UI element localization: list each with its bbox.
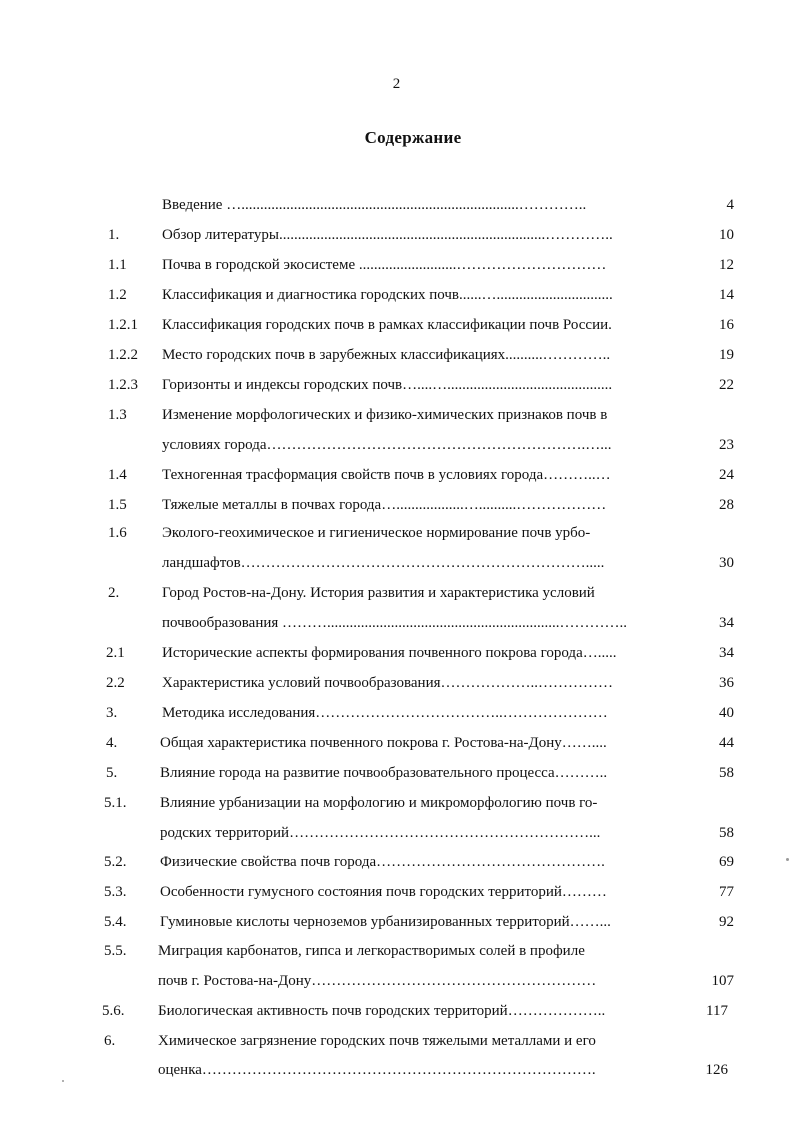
toc-entry-number: 2.1: [106, 645, 125, 661]
toc-entry-text: почв г. Ростова-на-Дону…………………………………………………: [158, 973, 597, 989]
toc-entry-number: 1.4: [108, 467, 127, 483]
toc-entry-text: родских территорий……………………………………………………...: [160, 825, 601, 841]
toc-entry-page: 36: [719, 675, 734, 691]
toc-entry-page: 44: [719, 735, 734, 751]
toc-entry-text: Характеристика условий почвообразования………………..……………: [162, 675, 614, 691]
toc-entry-text: Биологическая активность почв городских территорий………………..: [158, 1003, 606, 1019]
toc-entry-number: 5.1.: [104, 795, 127, 811]
scan-speck: [786, 858, 789, 861]
toc-entry-page: 117: [706, 1003, 728, 1019]
toc-entry-number: 2.: [108, 585, 120, 601]
toc-entry-text: Классификация и диагностика городских почв......…...............................: [162, 287, 613, 303]
toc-entry-number: 1.2.1: [108, 317, 138, 333]
toc-entry-number: 5.6.: [102, 1003, 125, 1019]
toc-entry-text: ландшафтов…………………………………………………………….....: [162, 555, 605, 571]
toc-entry-number: 5.4.: [104, 914, 127, 930]
toc-entry-number: 1.2.3: [108, 377, 138, 393]
toc-entry-text: Обзор литературы.......................................................................…………..: [162, 227, 613, 243]
toc-entry-number: 2.2: [106, 675, 125, 691]
toc-entry-page: 4: [726, 197, 734, 213]
toc-entry-text: Введение …..........................................................................…………..: [162, 197, 587, 213]
page-title: Содержание: [364, 128, 462, 147]
toc-entry-number: 1.6: [108, 525, 127, 541]
toc-entry-number: 1.: [108, 227, 120, 243]
toc-entry-page: 34: [719, 615, 734, 631]
toc-entry-text: Методика исследования………………………………..…………………: [162, 705, 608, 721]
toc-entry-number: 6.: [104, 1033, 116, 1049]
toc-entry-text: Физические свойства почв города……………………………………….: [160, 854, 605, 870]
toc-entry-text: Тяжелые металлы в почвах города…..................…..........………………: [162, 497, 607, 513]
toc-entry-page: 58: [719, 765, 734, 781]
toc-entry-page: 28: [719, 497, 734, 513]
toc-entry-text: Место городских почв в зарубежных классификациях..........…………..: [162, 347, 611, 363]
toc-entry-number: 5.2.: [104, 854, 127, 870]
toc-entry-page: 92: [719, 914, 734, 930]
page-number: 2: [392, 76, 401, 92]
toc-entry-text: Химическое загрязнение городских почв тяжелыми металлами и его: [158, 1033, 596, 1049]
toc-entry-number: 1.2: [108, 287, 127, 303]
toc-entry-page: 40: [719, 705, 734, 721]
toc-entry-page: 30: [719, 555, 734, 571]
toc-entry-text: Особенности гумусного состояния почв городских территорий………: [160, 884, 607, 900]
toc-entry-page: 107: [711, 973, 734, 989]
toc-entry-text: Влияние города на развитие почвообразовательного процесса………..: [160, 765, 608, 781]
toc-entry-text: Почва в городской экосистеме ..........................…………………………: [162, 257, 607, 273]
toc-entry-page: 58: [719, 825, 734, 841]
toc-entry-text: Горизонты и индексы городских почв…....…............................................: [162, 377, 613, 393]
toc-entry-number: 3.: [106, 705, 118, 721]
toc-entry-page: 14: [719, 287, 734, 303]
toc-entry-text: Изменение морфологических и физико-химических признаков почв в: [162, 407, 608, 423]
toc-entry-text: Техногенная трасформация свойств почв в условиях города………..…: [162, 467, 611, 483]
toc-entry-page: 69: [719, 854, 734, 870]
toc-entry-text: условиях города……………………………………………………….…...: [162, 437, 612, 453]
toc-entry-text: Миграция карбонатов, гипса и легкорастворимых солей в профиле: [158, 943, 585, 959]
toc-entry-text: Исторические аспекты формирования почвенного покрова города….....: [162, 645, 617, 661]
toc-entry-number: 1.3: [108, 407, 127, 423]
toc-entry-page: 34: [719, 645, 734, 661]
toc-entry-number: 4.: [106, 735, 118, 751]
toc-entry-page: 126: [705, 1062, 728, 1078]
toc-entry-number: 1.5: [108, 497, 127, 513]
toc-entry-number: 5.: [106, 765, 118, 781]
toc-entry-number: 1.2.2: [108, 347, 138, 363]
toc-entry-text: Эколого-геохимическое и гигиеническое нормирование почв урбо-: [162, 525, 591, 541]
toc-entry-page: 24: [719, 467, 734, 483]
toc-entry-page: 12: [719, 257, 734, 273]
toc-entry-page: 77: [719, 884, 734, 900]
toc-entry-text: Влияние урбанизации на морфологию и микроморфологию почв го-: [160, 795, 598, 811]
toc-entry-text: Гуминовые кислоты черноземов урбанизированных территорий……...: [160, 914, 611, 930]
scan-speck: [62, 1080, 64, 1082]
toc-entry-text: Город Ростов-на-Дону. История развития и характеристика условий: [162, 585, 595, 601]
toc-entry-text: оценка…………………………………………………………………….: [158, 1062, 596, 1078]
toc-entry-text: почвообразования ………..............................................................…………..: [162, 615, 628, 631]
toc-entry-page: 16: [719, 317, 734, 333]
toc-entry-page: 23: [719, 437, 734, 453]
toc-entry-page: 22: [719, 377, 734, 393]
toc-entry-page: 10: [719, 227, 734, 243]
toc-entry-number: 1.1: [108, 257, 127, 273]
toc-entry-text: Общая характеристика почвенного покрова г. Ростова-на-Дону……....: [160, 735, 607, 751]
toc-entry-text: Классификация городских почв в рамках классификации почв России.: [162, 317, 612, 333]
toc-entry-number: 5.3.: [104, 884, 127, 900]
toc-entry-page: 19: [719, 347, 734, 363]
toc-entry-number: 5.5.: [104, 943, 127, 959]
